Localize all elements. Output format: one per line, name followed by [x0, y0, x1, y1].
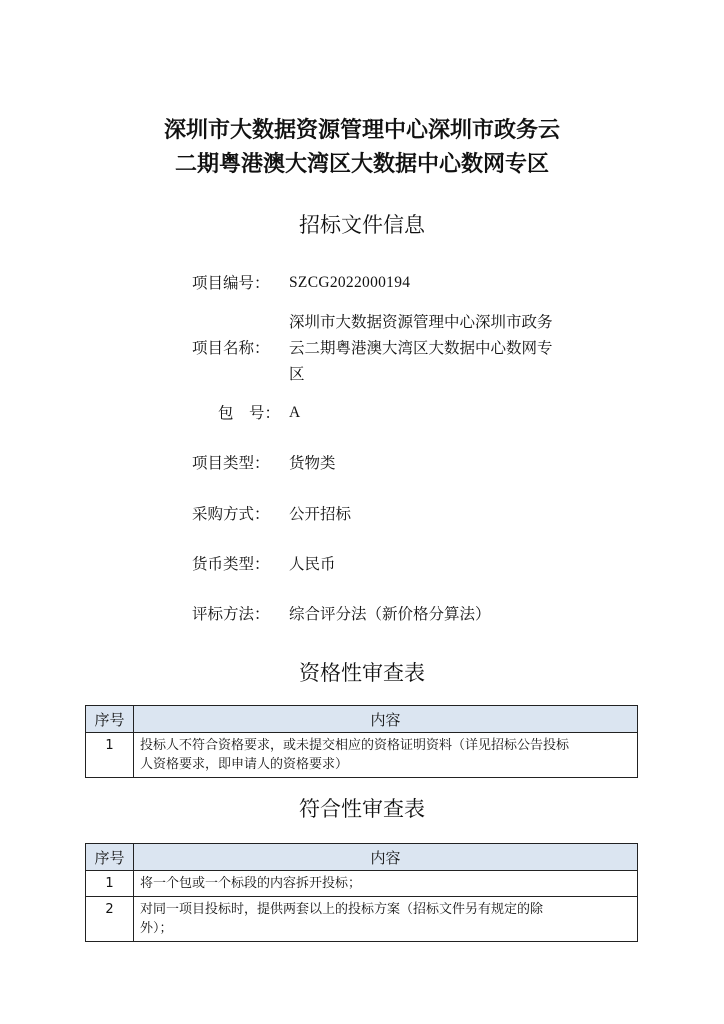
document-title-line-1: 深圳市大数据资源管理中心深圳市政务云	[163, 118, 560, 143]
row-content	[134, 871, 638, 897]
info-label: 货币类型：	[192, 555, 270, 573]
project-number-value: SZCG2022000194	[289, 274, 411, 291]
table-row	[86, 897, 638, 942]
compliance-review-heading: 符合性审查表	[299, 797, 425, 821]
project-name-line: 云二期粤港澳大湾区大数据中心数网专	[289, 339, 553, 357]
document-title-line-2: 二期粤港澳大湾区大数据中心数网专区	[174, 152, 549, 177]
info-label: 项目名称：	[192, 339, 270, 357]
table-row	[86, 733, 638, 778]
evaluation-method-value: 综合评分法（新价格分算法）	[289, 605, 491, 623]
info-label: 项目类型：	[192, 454, 270, 472]
info-label: 采购方式：	[192, 505, 270, 523]
row-content	[134, 897, 638, 942]
row-index: 1	[86, 871, 134, 897]
column-header-content: 内容	[134, 706, 638, 733]
project-name-line: 深圳市大数据资源管理中心深圳市政务	[289, 313, 553, 331]
column-header-index: 序号	[86, 844, 134, 871]
table-row	[86, 871, 638, 897]
column-header-content: 内容	[134, 844, 638, 871]
table-header-row	[86, 844, 638, 871]
row-index: 2	[86, 897, 134, 942]
info-label: 项目编号：	[192, 274, 270, 292]
column-header-index: 序号	[86, 706, 134, 733]
qualification-review-table	[85, 705, 638, 778]
table-header-row	[86, 706, 638, 733]
info-row-project-name	[0, 309, 724, 387]
content-line: 将一个包或一个标段的内容拆开投标；	[140, 876, 362, 891]
compliance-review-table	[85, 843, 638, 942]
content-line: 外）；	[140, 921, 173, 936]
project-name-value	[289, 309, 609, 387]
info-label: 包 号：	[218, 404, 281, 422]
package-number-value: A	[289, 404, 301, 421]
info-label: 评标方法：	[192, 605, 270, 623]
content-line: 投标人不符合资格要求，或未提交相应的资格证明资料（详见招标公告投标	[140, 738, 570, 753]
project-type-value: 货物类	[289, 454, 336, 472]
row-index: 1	[86, 733, 134, 778]
qualification-review-heading: 资格性审查表	[299, 661, 425, 685]
tender-info-heading: 招标文件信息	[299, 213, 425, 237]
procurement-method-value: 公开招标	[289, 505, 352, 523]
project-name-line: 区	[289, 365, 305, 383]
row-content	[134, 733, 638, 778]
content-line: 对同一项目投标时，提供两套以上的投标方案（招标文件另有规定的除	[140, 902, 544, 917]
content-line: 人资格要求，即申请人的资格要求）	[140, 757, 349, 772]
currency-type-value: 人民币	[289, 555, 336, 573]
